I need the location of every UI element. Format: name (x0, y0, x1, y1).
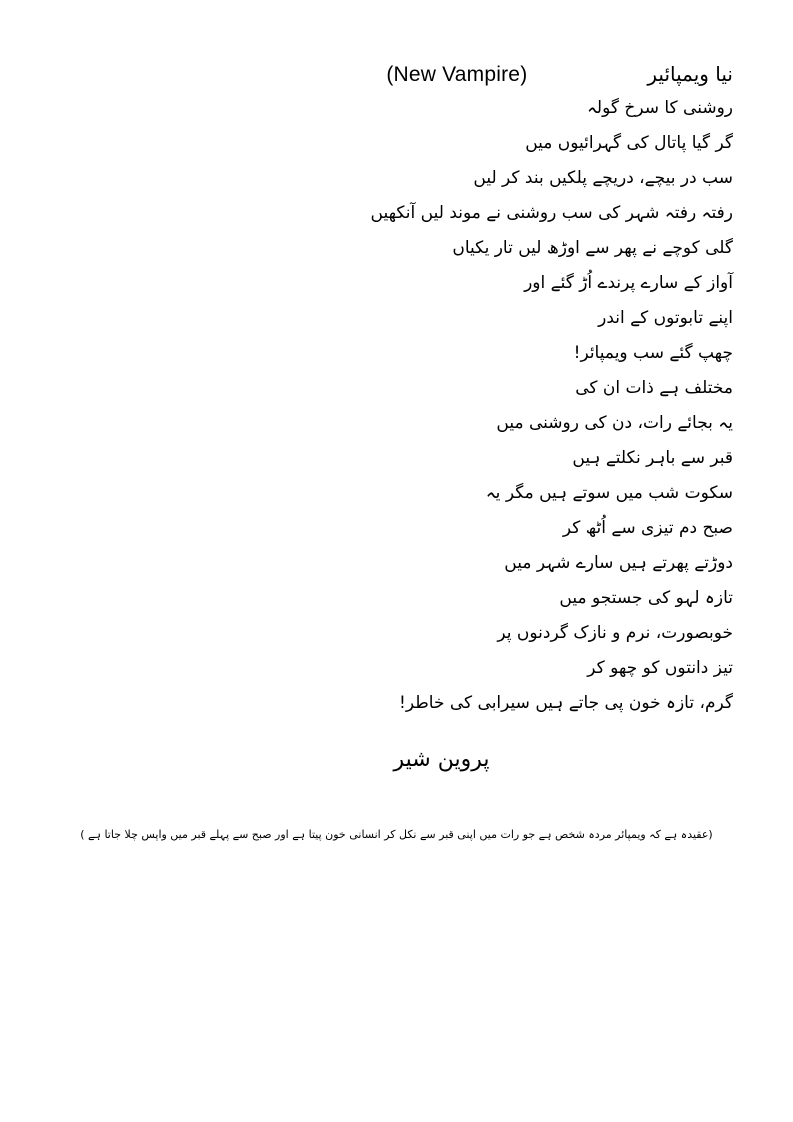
poem-line: سکوت شب میں سوتے ہیں مگر یہ (485, 483, 733, 503)
poem-line: چھپ گئے سب ویمپائر! (573, 343, 733, 363)
poem-line: اپنے تابوتوں کے اندر (598, 308, 733, 328)
poem-line: گر گیا پاتال کی گہرائیوں میں (525, 133, 733, 153)
poem-line: رفتہ رفتہ شہر کی سب روشنی نے موند لیں آنکھیں (370, 203, 733, 223)
poem-line: سب در بیچے، دریچے پلکیں بند کر لیں (473, 168, 733, 188)
title-row (58, 62, 735, 87)
poem-line: آواز کے سارے پرندے اُڑ گئے اور (524, 273, 733, 293)
poem-line: گلی کوچے نے پھر سے اوڑھ لیں تار یکیاں (452, 238, 733, 258)
poem-body (58, 91, 735, 721)
poem-line: یہ بجائے رات، دن کی روشنی میں (496, 413, 733, 433)
poem-line: تیز دانتوں کو چھو کر (587, 658, 733, 678)
title-urdu: نیا ویمپائیر (647, 62, 733, 86)
poem-line: صبح دم تیزی سے اُٹھ کر (562, 518, 733, 538)
poem-line: قبر سے باہر نکلتے ہیں (572, 448, 733, 468)
poem-line: گرم، تازہ خون پی جاتے ہیں سیرابی کی خاطر! (399, 693, 733, 713)
poem-line: خوبصورت، نرم و نازک گردنوں پر (497, 623, 733, 643)
author-name: پروین شیر (393, 747, 490, 772)
poem-line: روشنی کا سرخ گولہ (586, 98, 733, 118)
poem-line: دوڑتے پھرتے ہیں سارے شہر میں (504, 553, 733, 573)
poem-line: تازہ لہو کی جستجو میں (559, 588, 733, 608)
footnote: (عقیدہ ہے کہ ویمپائر مردہ شخص ہے جو رات میں اپنی قبر سے نکل کر انسانی خون پیتا ہے اور صبح سے پہلے قبر میں واپس چلا جاتا ہے ) (80, 828, 713, 841)
title-english: (New Vampire) (386, 63, 528, 86)
poem-line: مختلف ہے ذات ان کی (575, 378, 733, 398)
